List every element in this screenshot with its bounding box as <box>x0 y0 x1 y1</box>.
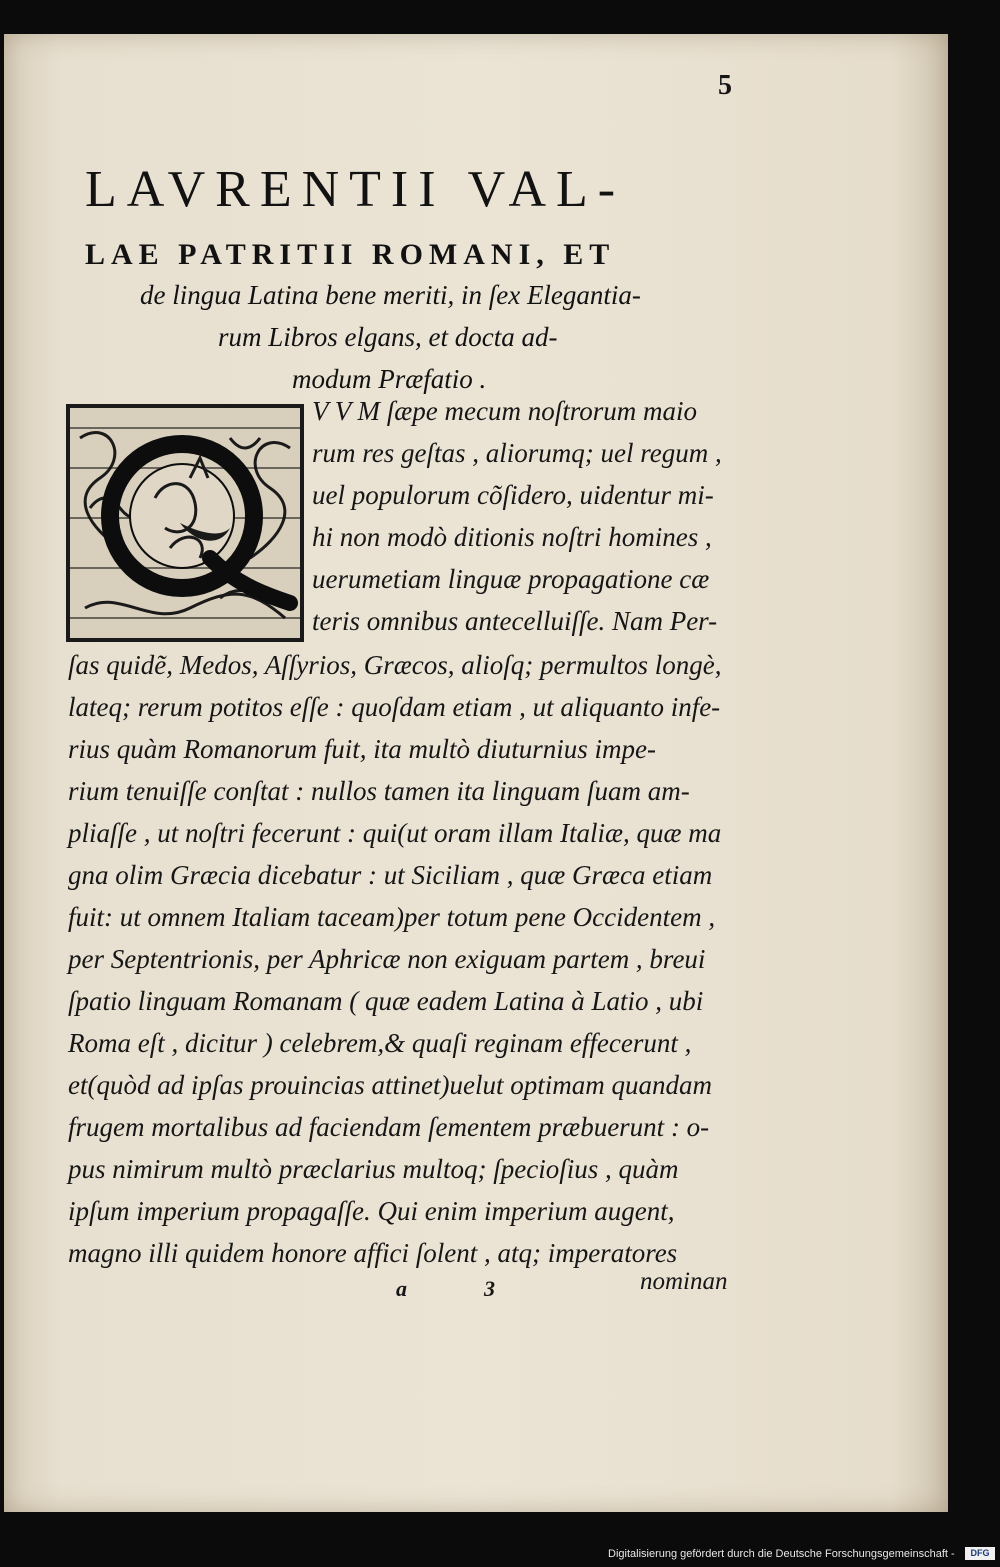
body-line: hi non modò ditionis noſtri homines , <box>312 522 712 552</box>
body-line: fuit: ut omnem Italiam taceam)per totum pene Occidentem , <box>68 902 716 932</box>
catchword: nominan <box>640 1268 728 1295</box>
body-line: et(quòd ad ipſas prouincias attinet)uelut optimam quandam <box>68 1070 712 1100</box>
page-number: 5 <box>718 70 732 101</box>
woodcut-initial-illustration <box>70 408 300 638</box>
body-line: teris omnibus antecelluiſſe. Nam Per- <box>312 606 718 636</box>
body-line: pus nimirum multò præclarius multoq; ſpecioſius , quàm <box>68 1154 679 1184</box>
title-line-5: modum Præfatio . <box>292 364 487 394</box>
body-line: pliaſſe , ut noſtri fecerunt : qui(ut oram illam Italiæ, quæ ma <box>68 818 722 848</box>
digitization-credit: Digitalisierung gefördert durch die Deutsche Forschungsgemeinschaft - <box>608 1548 955 1560</box>
body-line: rum res geſtas , aliorumq; uel regum , <box>312 438 722 468</box>
title-line-1: LAVRENTII VAL- <box>85 161 626 218</box>
body-line: uel populorum cõſidero, uidentur mi- <box>312 480 714 510</box>
body-line: gna olim Græcia dicebatur : ut Siciliam , quæ Græca etiam <box>68 860 713 890</box>
title-line-2: LAE PATRITII ROMANI, ET <box>85 238 616 271</box>
body-line: ſpatio linguam Romanam ( quæ eadem Latina à Latio , ubi <box>68 986 704 1016</box>
body-line: Roma eſt , dicitur ) celebrem,& quaſi reginam effecerunt , <box>68 1028 692 1058</box>
body-line: rium tenuiſſe conſtat : nullos tamen ita linguam ſuam am- <box>68 776 690 806</box>
body-line: V V M ſæpe mecum noſtrorum maio <box>312 396 697 426</box>
title-line-4: rum Libros elgans, et docta ad- <box>218 322 558 352</box>
title-line-3: de lingua Latina bene meriti, in ſex Elegantia- <box>140 280 641 310</box>
body-line: lateq; rerum potitos eſſe : quoſdam etiam , ut aliquanto infe- <box>68 692 721 722</box>
signature-mark: 3 <box>484 1276 495 1301</box>
decorated-initial-q <box>66 404 304 642</box>
signature-mark: a <box>396 1276 407 1301</box>
body-line: frugem mortalibus ad faciendam ſementem præbuerunt : o- <box>68 1112 710 1142</box>
body-line: uerumetiam linguæ propagatione cæ <box>312 564 710 594</box>
body-line: ipſum imperium propagaſſe. Qui enim imperium augent, <box>68 1196 675 1226</box>
body-line: ſas quidẽ, Medos, Aſſyrios, Græcos, alioſq; permultos longè, <box>68 650 722 680</box>
body-line: per Septentrionis, per Aphricæ non exiguam partem , breui <box>68 944 706 974</box>
body-line: rius quàm Romanorum fuit, ita multò diuturnius impe- <box>68 734 657 764</box>
body-line: magno illi quidem honore affici ſolent , atq; imperatores <box>68 1238 678 1268</box>
dfg-logo: DFG <box>965 1547 995 1560</box>
